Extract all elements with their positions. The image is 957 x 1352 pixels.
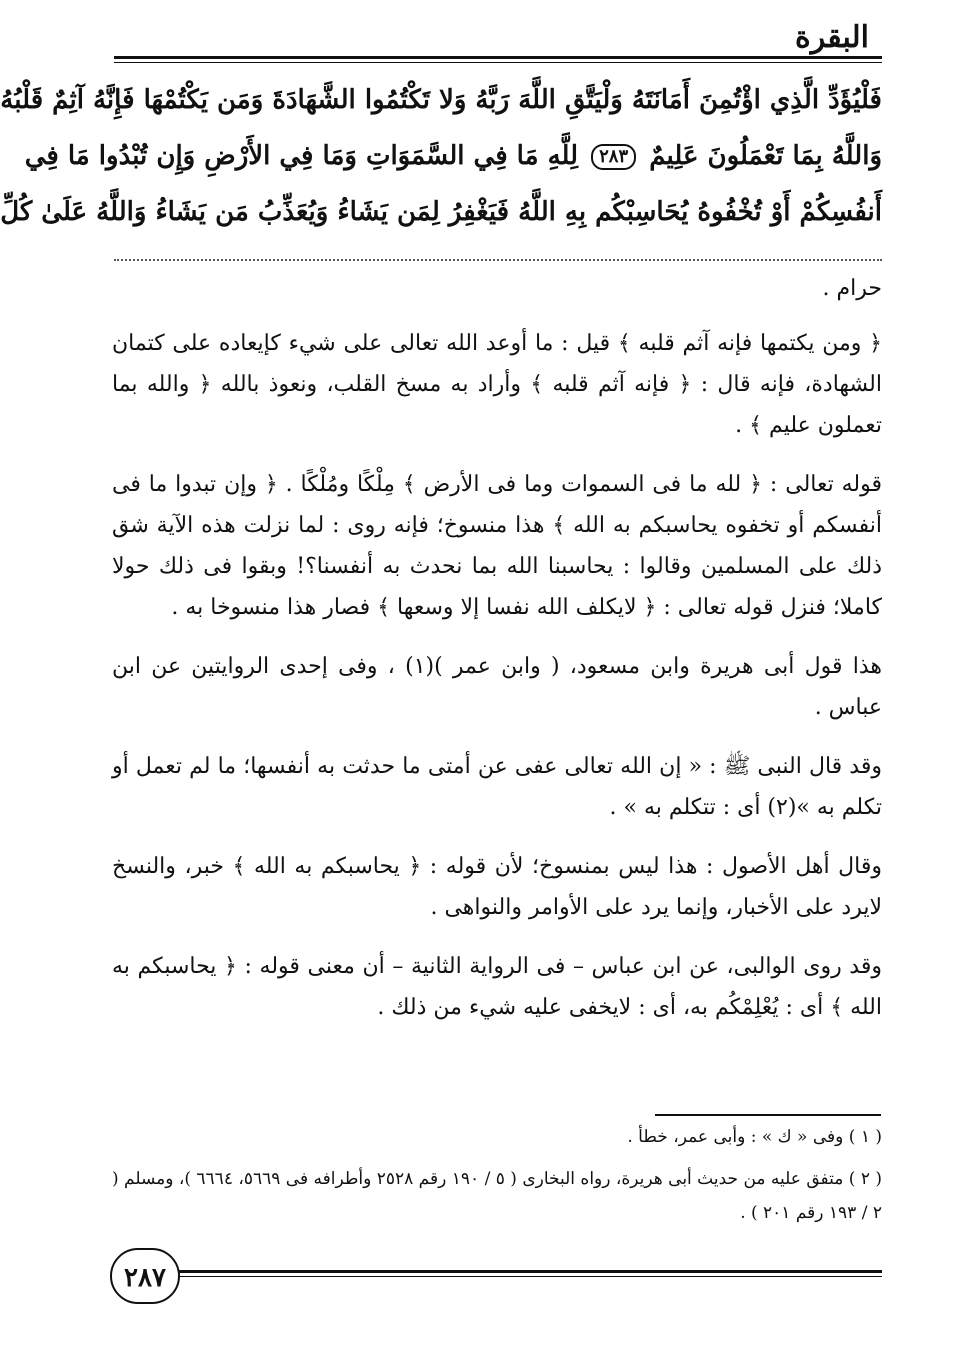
commentary-paragraph: ﴿ ومن يكتمها فإنه آثم قلبه ﴾ قيل : ما أوعد الله تعالى على شيء كإيعاده على كتمان الشهادة، فإنه قال : ﴿ فإنه آثم قلبه ﴾ وأراد به مسخ القلب، ونعوذ بالله ﴿ والله بما تعملون عليم ﴾ . [112,331,883,438]
verse-line-3: أَنفُسِكُمْ أَوْ تُخْفُوهُ يُحَاسِبْكُم بِهِ اللَّهُ فَيَغْفِرُ لِمَن يَشَاءُ وَيُعَذِّبُ مَن يَشَاءُ وَاللَّهُ عَلَىٰ كُلِّ [0,197,882,227]
footer-rule [176,1270,882,1273]
commentary-paragraph: وقد قال النبى ﷺ : « إن الله تعالى عفى عن أمتى ما حدثت به أنفسها؛ ما لم تعمل أو تكلم به »(٢) أى : تتكلم به » . [112,754,882,820]
commentary-paragraph: حرام . [822,276,882,301]
header-rule-thin [114,62,882,63]
commentary-paragraph: قوله تعالى : ﴿ لله ما فى السموات وما فى الأرض ﴾ مِلْكًا ومُلْكًا . ﴿ وإن تبدوا ما فى أنفسكم أو تخفوه يحاسبكم به الله ﴾ هذا منسوخ؛ فإنه روى : لما نزلت هذه الآية شق ذلك على المسلمين وقالوا : يحاسبنا الله بما نحدث به أنفسنا؟! وبقوا فى ذلك حولا كاملا؛ فنزل قوله تعالى : ﴿ لايكلف الله نفسا إلا وسعها ﴾ فصار هذا منسوخا به . [112,472,882,620]
verse-line-2a: وَاللَّهُ بِمَا تَعْمَلُونَ عَلِيمٌ [649,141,882,171]
footer-rule-thin [176,1276,882,1277]
footnote-rule [655,1114,881,1116]
commentary-paragraph: وقد روى الوالبى، عن ابن عباس – فى الرواية الثانية – أن معنى قوله : ﴿ يحاسبكم به الله ﴾ أى : يُعْلِمْكُم به، أى : لايخفى عليه شيء من ذلك . [112,954,882,1020]
commentary-paragraph: وقال أهل الأصول : هذا ليس بمنسوخ؛ لأن قوله : ﴿ يحاسبكم به الله ﴾ خبر، والنسخ لايرد على الأخبار، وإنما يرد على الأوامر والنواهى . [112,854,882,920]
ayah-number-marker: ٢٨٣ [591,144,636,170]
header-rule [114,56,882,59]
page-number: ٢٨٧ [110,1248,180,1304]
footnotes [112,1120,882,1238]
verse-line-2b: لِلَّهِ مَا فِي السَّمَوَاتِ وَمَا فِي الأَرْضِ وَإِن تُبْدُوا مَا فِي [24,141,579,171]
commentary-paragraph: هذا قول أبى هريرة وابن مسعود، ( وابن عمر )(١) ، وفى إحدى الروايتين عن ابن عباس . [112,654,882,720]
verse-line-1: فَلْيُؤَدِّ الَّذِي اؤْتُمِنَ أَمَانَتَهُ وَلْيَتَّقِ اللَّهَ رَبَّهُ وَلا تَكْتُمُوا الشَّهَادَةَ وَمَن يَكْتُمْهَا فَإِنَّهُ آثِمٌ قَلْبُهُ [0,85,882,115]
surah-title: البقرة [795,20,869,55]
footnote-2: ( ٢ ) متفق عليه من حديث أبى هريرة، رواه البخارى ( ٥ / ١٩٠ رقم ٢٥٢٨ وأطرافه فى ٥٦٦٩، ٦٦٦٤ )، ومسلم ( ٢ / ١٩٣ رقم ٢٠١ ) . [112,1169,882,1223]
verse-separator [114,259,882,261]
quran-verse-block [0,72,882,240]
footnote-1: ( ١ ) وفى « ك » : وأبى عمر، خطأ . [627,1127,882,1147]
verse-line-2 [24,128,882,184]
commentary-text [112,268,882,1046]
